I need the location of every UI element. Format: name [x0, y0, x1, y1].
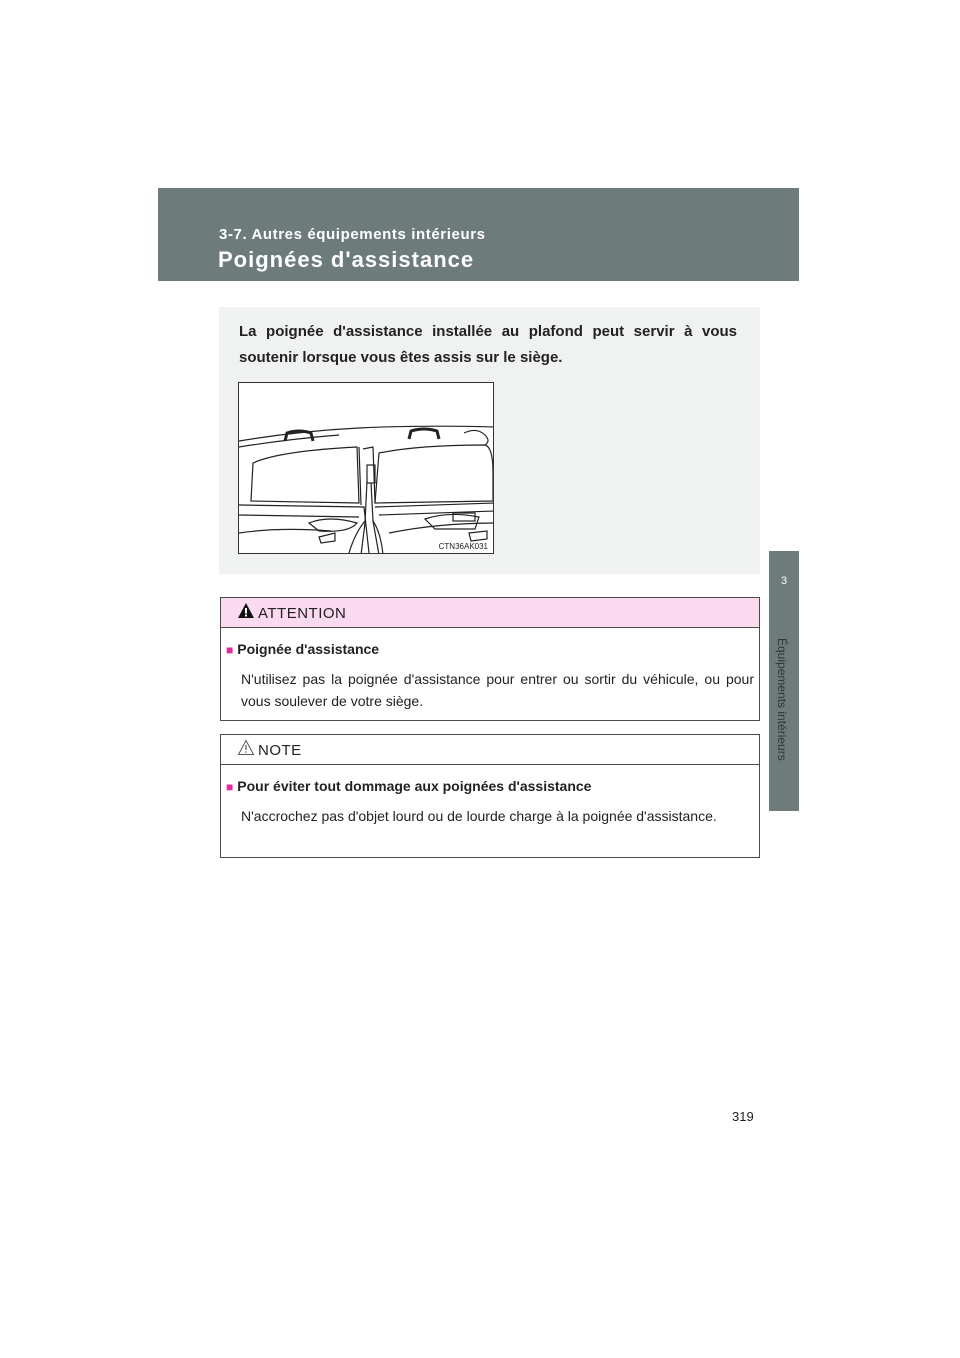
attention-header: [221, 598, 759, 628]
attention-box: [220, 597, 760, 721]
attention-label: ATTENTION: [258, 605, 347, 622]
note-subheading: [226, 778, 591, 794]
assist-grip-illustration: [238, 382, 494, 554]
attention-subheading: [226, 641, 379, 657]
caution-triangle-icon: [237, 739, 255, 756]
note-header: [221, 735, 759, 765]
warning-triangle-icon: [237, 602, 255, 619]
note-text: N'accrochez pas d'objet lourd ou de lourde charge à la poignée d'assistance.: [241, 808, 717, 824]
bullet-icon: ■: [226, 780, 234, 794]
chapter-label: Équipements intérieurs: [775, 638, 789, 761]
intro-text: La poignée d'assistance installée au plafond peut servir à vous soutenir lorsque vous êtes assis sur le siège.: [239, 323, 737, 366]
car-interior-drawing: [239, 383, 494, 554]
page-number: 319: [732, 1109, 754, 1124]
attention-subheading-text: Poignée d'assistance: [237, 641, 380, 657]
page-title: Poignées d'assistance: [218, 247, 475, 272]
note-box: [220, 734, 760, 858]
intro-box: [219, 307, 760, 574]
chapter-number: 3: [780, 575, 788, 587]
note-label: NOTE: [258, 742, 302, 759]
note-subheading-text: Pour éviter tout dommage aux poignées d'assistance: [237, 778, 592, 794]
section-label: 3-7. Autres équipements intérieurs: [219, 226, 486, 243]
bullet-icon: ■: [226, 643, 234, 657]
attention-text: N'utilisez pas la poignée d'assistance pour entrer ou sortir du véhicule, ou pour vous soulever de votre siège.: [241, 671, 754, 709]
figure-code: CTN36AK031: [438, 542, 488, 551]
